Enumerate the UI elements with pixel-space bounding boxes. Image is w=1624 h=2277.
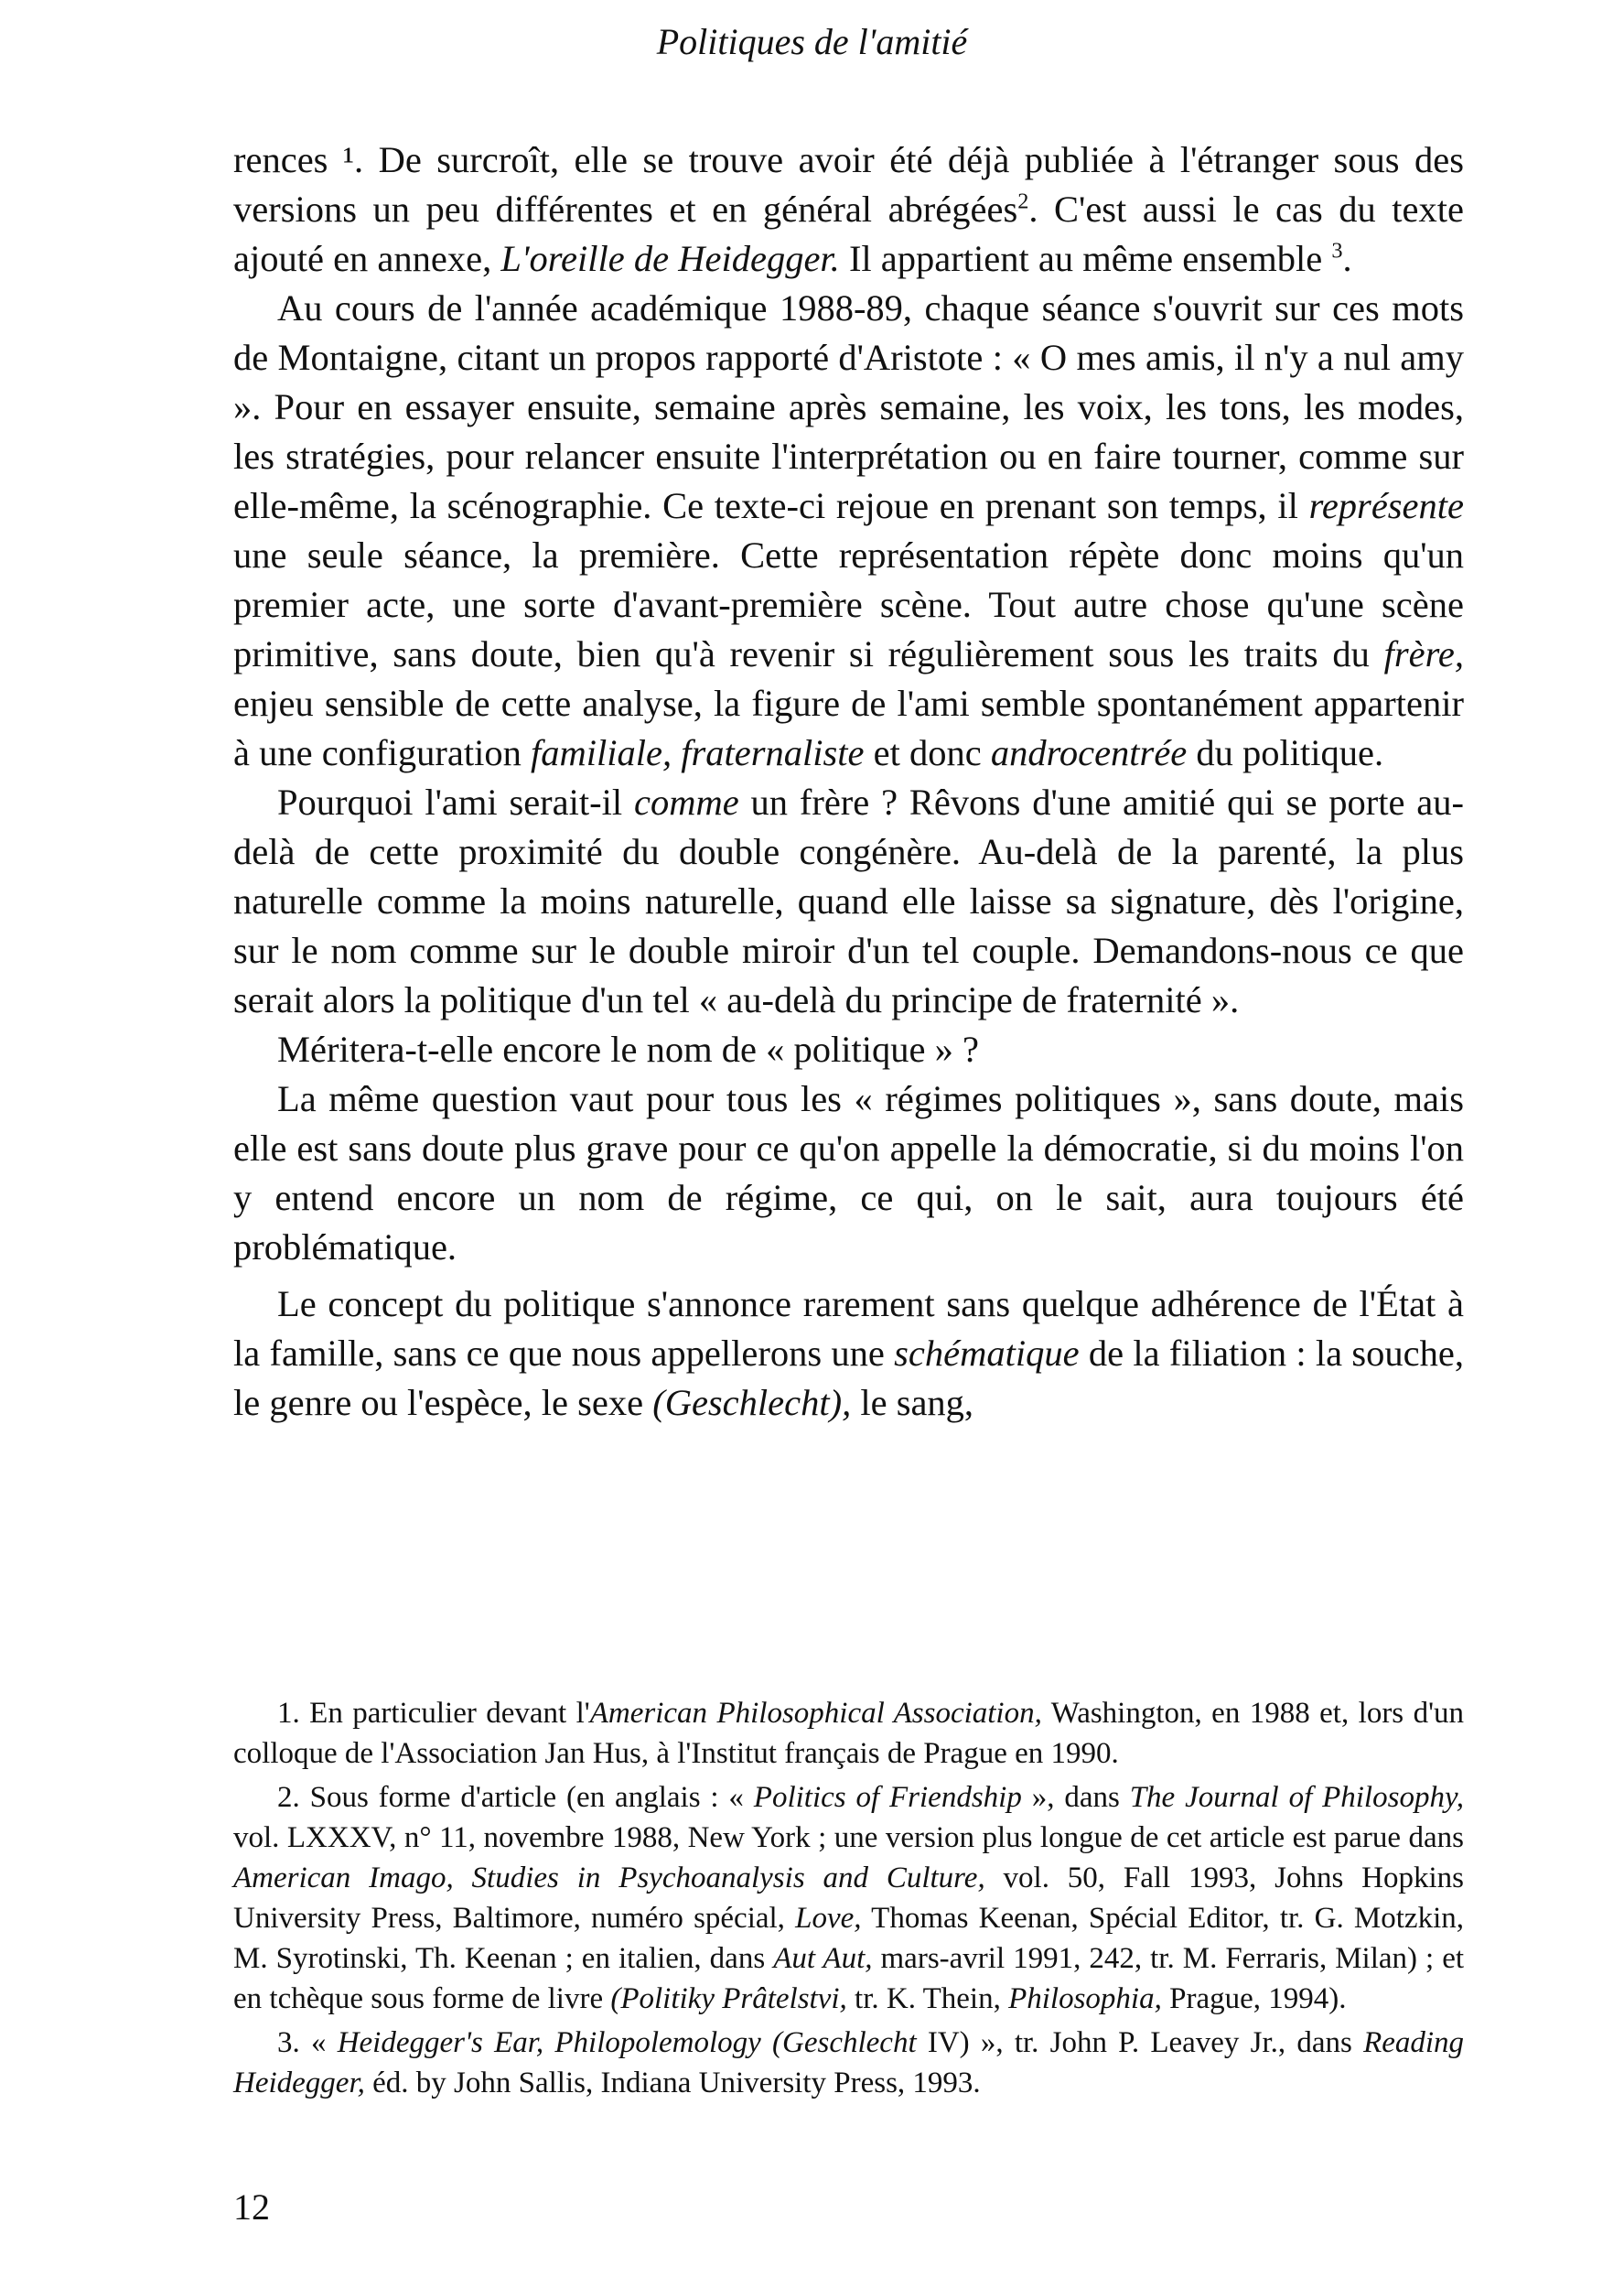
- footnote-2: 2. Sous forme d'article (en anglais : « Politics of Friendship », dans The Journal of Philosophy, vol. LXXXV, n° 11, novembre 1988, New York ; une version plus longue de cet article est parue dans American Imago, Studies in Psychoanalysis and Culture, vol. 50, Fall 1993, Johns Hopkins University Press, Baltimore, numéro spécial, Love, Thomas Keenan, Spécial Editor, tr. G. Motzkin, M. Syrotinski, Th. Keenan ; en italien, dans Aut Aut, mars-avril 1991, 242, tr. M. Ferraris, Milan) ; et en tchèque sous forme de livre (Politiky Prâtelstvi, tr. K. Thein, Philosophia, Prague, 1994).: [233, 1781, 1465, 2015]
- paragraph-4: Méritera-t-elle encore le nom de « politique » ?: [277, 1029, 979, 1070]
- footnote-3: 3. « Heidegger's Ear, Philopolemology (Geschlecht IV) », tr. John P. Leavey Jr., dans Reading Heidegger, éd. by John Sallis, Indiana University Press, 1993.: [233, 2026, 1465, 2099]
- footnote-ref-3: 3: [1331, 238, 1343, 264]
- paragraph-5: La même question vaut pour tous les « régimes politiques », sans doute, mais elle est sans doute plus grave pour ce qu'on appelle la démocratie, si du moins l'on y entend encore un nom de régime, ce qui, on le sait, aura toujours été problématique.: [233, 1078, 1464, 1268]
- footnotes: [233, 1693, 1464, 2103]
- running-title: Politiques de l'amitié: [656, 21, 968, 62]
- paragraph-6: Le concept du politique s'annonce rarement sans quelque adhérence de l'État à la famille, sans ce que nous appellerons une schématique de la filiation : la souche, le genre ou l'espèce, le sexe (Geschlecht), le sang,: [233, 1283, 1464, 1423]
- footnote-ref-2: 2: [1017, 189, 1029, 214]
- main-text: [233, 135, 1464, 1428]
- paragraph-1: rences ¹. De surcroît, elle se trouve avoir été déjà publiée à l'étranger sous des versions un peu différentes et en général abrégées$^2$. C'est aussi le cas du texte ajouté en annexe, L'oreille de Heidegger. Il appartient au même ensemble $^3$.: [233, 139, 1464, 279]
- paragraph-3: Pourquoi l'ami serait-il comme un frère ? Rêvons d'une amitié qui se porte au-delà de cette proximité du double congénère. Au-delà de la parenté, la plus naturelle comme la moins naturelle, quand elle laisse sa signature, dès l'origine, sur le nom comme sur le double miroir d'un tel couple. Demandons-nous ce que serait alors la politique d'un tel « au-delà du principe de fraternité ».: [233, 782, 1464, 1020]
- footnote-1: 1. En particulier devant l'American Philosophical Association, Washington, en 1988 et, lors d'un colloque de l'Association Jan Hus, à l'Institut français de Prague en 1990.: [233, 1697, 1465, 1770]
- paragraph-2: Au cours de l'année académique 1988-89, chaque séance s'ouvrit sur ces mots de Montaigne, citant un propos rapporté d'Aristote : « O mes amis, il n'y a nul amy ». Pour en essayer ensuite, semaine après semaine, les voix, les tons, les modes, les stratégies, pour relancer ensuite l'interprétation ou en faire tourner, comme sur elle-même, la scénographie. Ce texte-ci rejoue en prenant son temps, il représente une seule séance, la première. Cette représentation répète donc moins qu'un premier acte, une sorte d'avant-première scène. Tout autre chose qu'une scène primitive, sans doute, bien qu'à revenir si régulièrement sous les traits du frère, enjeu sensible de cette analyse, la figure de l'ami semble spontanément appartenir à une configuration familiale, fraternaliste et donc androcentrée du politique.: [233, 287, 1465, 773]
- annex-title: L'oreille de Heidegger.: [500, 238, 840, 279]
- page-number: 12: [233, 2186, 270, 2228]
